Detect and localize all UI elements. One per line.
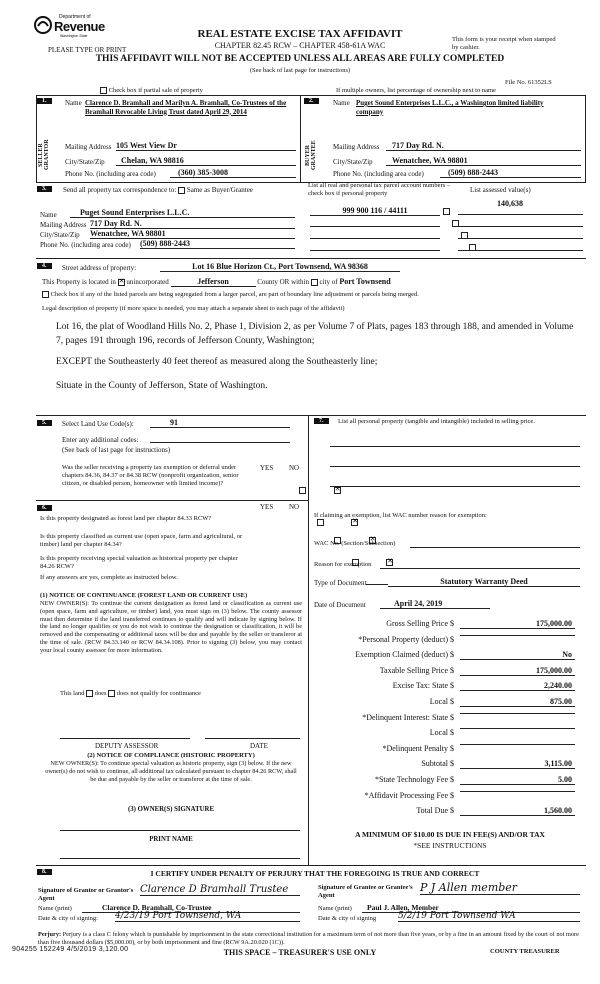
currency-symbol: $ (450, 712, 454, 722)
fee-row (320, 759, 575, 772)
land-use-code: 91 (150, 418, 290, 428)
legal-description-1: Lot 16, the plat of Woodland Hills No. 2, Phase 1, Division 2, as per Volume 7 of Plats, pages 183 through 188, and amended in Volume 7, pages 191 through 196, records of Jefferson County, Washington; (56, 322, 574, 346)
form-title: REAL ESTATE EXCISE TAX AFFIDAVIT (197, 28, 403, 40)
seller-city: Chelan, WA 98816 (116, 156, 296, 166)
buyer-side-label: BUYER GRANTEE (305, 140, 317, 170)
minimum-fee-note: A MINIMUM OF $10.00 IS DUE IN FEE(S) AND/OR TAX (355, 830, 545, 839)
unincorporated-label: unincorporated (126, 278, 169, 286)
fee-value (460, 713, 575, 714)
no-header-5: NO (289, 464, 300, 472)
fee-row (320, 744, 575, 757)
owner-signature-label: (3) OWNER(S) SIGNATURE (128, 806, 214, 813)
segregated-label: Check box if any of the listed parcels are being segregated from a larger parcel, are part of boundary line adjustment or parcels being merged. (50, 291, 419, 298)
forest-yes-checkbox[interactable] (317, 519, 324, 526)
fee-label: Subtotal (421, 759, 448, 769)
grantee-name-label: Name (print) (318, 905, 352, 912)
receipt-note: This form is your receipt when stamped by cashier. (452, 36, 556, 51)
fee-value: 5.00 (460, 775, 575, 785)
forest-question: Is this property designated as forest land per chapter 84.33 RCW? (40, 515, 212, 522)
section-1-badge: 1. (37, 98, 52, 104)
segregated-checkbox[interactable] (42, 291, 49, 298)
buyer-city: Wenatchee, WA 98801 (386, 156, 581, 166)
fee-row (320, 806, 575, 819)
fee-label: Total Due (416, 806, 448, 816)
fee-label: Local (429, 728, 448, 738)
fee-value (460, 744, 575, 745)
assessor-date-line (205, 738, 300, 739)
notice-1-title: (1) NOTICE OF CONTINUANCE (FOREST LAND OR CURRENT USE) (40, 592, 248, 599)
seller-name: Clarence D. Bramhall and Marilyn A. Bramhall, Co-Trustees of the Bramhall Revocable Living Trust dated April 29, 2014 (85, 99, 287, 116)
corr-city-label: City/State/Zip (40, 231, 80, 239)
city-of-label: city of (319, 278, 338, 286)
fee-value: No (460, 650, 575, 660)
corr-mailing-label: Mailing Address (40, 221, 87, 229)
reason-label: Reason for exemption (314, 561, 372, 568)
grantor-name-label: Name (print) (38, 905, 72, 912)
county-treasurer: COUNTY TREASURER (490, 948, 560, 955)
seller-phone: (360) 385-3008 (170, 168, 296, 178)
county-or: County OR (257, 278, 290, 286)
fee-value: 1,560.00 (460, 806, 575, 816)
fee-label: *Personal Property (deduct) (358, 634, 448, 644)
dor-logo-icon (34, 16, 52, 34)
grantor-date-city: 4/23/19 Port Townsend, WA (115, 911, 300, 922)
currency-symbol: $ (450, 681, 454, 691)
recording-stamp: 904255 152249 4/5/2019 3,120.00 (12, 946, 132, 953)
corr-name-label: Name (40, 211, 57, 219)
deputy-assessor-label: DEPUTY ASSESSOR (95, 742, 159, 750)
fee-row (320, 728, 575, 741)
assessed-line-2 (458, 226, 583, 227)
assessed-line-3 (458, 238, 583, 239)
seller-phone-label: Phone No. (including area code) (65, 170, 156, 178)
forest-no-checkbox[interactable] (351, 519, 358, 526)
fee-value (460, 635, 575, 636)
perjury-row (38, 931, 583, 947)
seller-city-label: City/State/Zip (65, 158, 105, 166)
notice-2-body: NEW OWNER(S): To continue special valuation as historic property, sign (3) below. If the new owner(s) do not wish to continue, all additional tax calculated pursuant to chapter 84.26 RCW, shall be due and payable by the seller or transferor at the time of sale. (45, 760, 297, 783)
currency-symbol: $ (450, 743, 454, 753)
yes-header-5: YES (260, 464, 274, 472)
dor-logo (34, 12, 104, 44)
corr-mailing: 717 Day Rd. N. (90, 219, 295, 229)
file-number: File No. 61352LS (505, 79, 552, 86)
grantor-name: Clarence D. Bramhall, Co-Trustee (82, 903, 300, 913)
section-7-badge: 7. (314, 418, 329, 424)
fee-row (320, 650, 575, 663)
owner-signature-line (60, 830, 300, 831)
yes-header-6: YES (260, 503, 274, 511)
same-as-buyer-label: Same as Buyer/Grantee (186, 186, 253, 194)
seller-mailing: 105 West View Dr (116, 141, 296, 151)
section-3-badge: 3. (37, 186, 52, 192)
fee-row (320, 619, 575, 632)
fee-value: 3,115.00 (460, 759, 575, 769)
exemption-question: Was the seller receiving a property tax exemption or deferral under chapters 84.36, 84.37 or 84.38 RCW (nonprofit organization, senior citizen, or disabled person, homeowner with limited income)? (62, 464, 239, 487)
yes-note: If any answers are yes, complete as instructed below. (40, 574, 178, 581)
fee-label: Excise Tax: State (392, 681, 448, 691)
parcel-line-2 (310, 226, 440, 227)
currency-symbol: $ (450, 619, 454, 628)
section-2-badge: 2. (304, 98, 319, 104)
same-as-buyer-checkbox[interactable] (178, 187, 185, 194)
personal-property-line-1 (330, 446, 580, 447)
doc-type-text-label: Type of Document (314, 579, 367, 587)
wac-label: WAC No. (Section/Subsection) (314, 540, 396, 547)
section-5-badge: 5. (37, 420, 52, 426)
grantor-signature: Clarence D Bramhall Trustee (140, 884, 300, 896)
parcel-line-4 (310, 250, 440, 251)
corr-phone: (509) 888-2443 (140, 239, 295, 249)
unincorporated-checkbox[interactable] (118, 279, 125, 286)
doc-date-label: Date of Document (314, 601, 366, 609)
assessed-line-4 (458, 250, 583, 251)
reason-line-1 (380, 568, 580, 569)
legal-label: Legal description of property (if more space is needed, you may attach a separate sheet to each page of the affidavit) (42, 305, 345, 312)
notice-1-body: NEW OWNER(S): To continue the current designation as forest land or classification as current use (open space, farm and agriculture, or timber) land, you must sign on (3) below. The county assessor must then determine if the land transferred continues to qualify and will indicate by signing below. If the land no longer qualifies or you do not wish to continue the designation or classification, it will be removed and the compensating or additional taxes will be due and payable by the seller or transferor at the time of sale. (RCW 84.33.140 or RCW 84.34.108). Prior to signing (3) below, you may contact your local county assessor for more information. (40, 600, 302, 654)
multiple-owners-note: If multiple owners, list percentage of ownership next to name (336, 87, 496, 94)
fee-value (460, 791, 575, 792)
personal-property-line-3 (330, 486, 580, 487)
additional-codes-label: Enter any additional codes: (62, 436, 139, 444)
form-warning: THIS AFFIDAVIT WILL NOT BE ACCEPTED UNLESS ALL AREAS ARE FULLY COMPLETED (95, 54, 505, 64)
historic-no-checkbox[interactable] (386, 559, 393, 566)
fee-value: 2,240.00 (460, 681, 575, 691)
does-label: does (94, 690, 107, 697)
deputy-assessor-line (60, 738, 190, 739)
additional-codes-line (150, 442, 290, 443)
doc-type: Statutory Warranty Deed (388, 577, 580, 587)
fee-label: Local (429, 697, 448, 706)
this-land-label: This land (60, 690, 85, 697)
located-label: This Property is located in (42, 278, 116, 286)
grantor-sig-label: Signature of Grantor or Grantor's Agent (38, 887, 134, 902)
currency-symbol: $ (450, 759, 454, 769)
fee-row (320, 775, 575, 788)
parcels-label: List all real and personal tax parcel account numbers – check box if personal property (308, 182, 451, 197)
segregated-row (42, 291, 419, 298)
fee-row (320, 681, 575, 694)
buyer-phone: (509) 888-2443 (440, 168, 581, 178)
perjury-text: Perjury is a class C felony which is punishable by imprisonment in the state correctional institution for a maximum term of not more than five years, or by a fine in an amount fixed by the court of not more than five thousand dollars ($5,000.00), or by both imprisonment and fine (RCW 9A.20.020 (1C)). (38, 931, 579, 946)
buyer-name: Puget Sound Enterprises L.L.C., a Washington limited liability company (356, 99, 544, 116)
perjury-label: Perjury: (38, 931, 62, 938)
does-not-checkbox[interactable] (108, 690, 115, 697)
currency-symbol: $ (450, 650, 454, 660)
treasurer-space: THIS SPACE – TREASURER'S USE ONLY (223, 948, 377, 957)
grantor-date-label: Date & city of signing: (38, 915, 98, 922)
parcel-checkbox-1[interactable] (443, 208, 450, 215)
assessed-label: List assessed value(s) (470, 186, 531, 194)
fee-value: 175,000.00 (460, 666, 575, 676)
fee-value: 175,000.00 (460, 619, 575, 629)
fee-label: *Delinquent Penalty (382, 743, 448, 753)
logo-state: Washington State (60, 34, 88, 38)
historic-question: Is this property receiving special valuation as historical property per chapter 84.26 RCW? (40, 555, 238, 570)
personal-property-line-2 (330, 466, 580, 467)
partial-sale-label: Check box if partial sale of property (108, 87, 203, 94)
assessed-value: 140,638 (497, 199, 523, 208)
currency-symbol: $ (450, 697, 454, 706)
location-row (42, 277, 391, 287)
fee-row (320, 697, 575, 710)
fee-label: *State Technology Fee (374, 775, 448, 784)
buyer-phone-label: Phone No. (including area code) (333, 170, 424, 178)
grantee-date-label: Date & city of signing (318, 915, 377, 922)
correspondence-row (63, 186, 253, 194)
corr-phone-label: Phone No. (including area code) (40, 241, 131, 249)
exemption-wac-label: If claiming an exemption, list WAC number reason for exemption: (314, 512, 487, 519)
wac-line (410, 547, 580, 548)
grantee-date-city: 5/2/19 Port Townsend WA (398, 911, 580, 922)
currency-symbol: $ (450, 728, 454, 738)
fee-row (320, 713, 575, 726)
logo-name: Revenue (54, 19, 105, 34)
legal-description-3: Situate in the County of Jefferson, State of Washington. (56, 381, 268, 391)
currency-symbol: $ (450, 806, 454, 816)
assessor-date-label: DATE (250, 742, 268, 750)
buyer-city-label: City/State/Zip (333, 158, 373, 166)
exemption-yes-checkbox[interactable] (299, 487, 306, 494)
qualify-row (60, 690, 201, 697)
fee-label: Gross Selling Price (386, 619, 448, 628)
legal-description-2: EXCEPT the Southeasterly 40 feet thereof as measured along the Southeasterly line; (56, 357, 378, 367)
seller-mailing-label: Mailing Address (65, 143, 112, 151)
corr-city: Wenatchee, WA 98801 (90, 229, 295, 239)
see-instructions-note: *SEE INSTRUCTIONS (413, 841, 487, 850)
section-8-badge: 8. (37, 869, 52, 875)
correspondence-label: Send all property tax correspondence to: (63, 186, 177, 194)
print-name-line (60, 858, 300, 859)
fee-label: Taxable Selling Price (379, 665, 448, 675)
land-use-label: Select Land Use Code(s): (62, 420, 134, 428)
certify-statement: I CERTIFY UNDER PENALTY OF PERJURY THAT THE FOREGOING IS TRUE AND CORRECT (150, 869, 480, 878)
seller-name-label: Name (65, 99, 82, 107)
street-label: Street address of property: (62, 264, 137, 272)
grantee-sig-label: Signature of Grantee or Grantee's Agent (318, 884, 413, 899)
fee-label: *Affidavit Processing Fee (364, 790, 448, 800)
buyer-name-label: Name (333, 99, 350, 107)
fee-row (320, 666, 575, 679)
street-address: Lot 16 Blue Horizon Ct., Port Townsend, WA 98368 (160, 262, 400, 272)
does-checkbox[interactable] (86, 690, 93, 697)
additional-codes-note: (See back of last page for instructions) (62, 446, 171, 454)
form-chapter: CHAPTER 82.45 RCW – CHAPTER 458-61A WAC (214, 41, 386, 50)
current-use-question: Is this property classified as current use (open space, farm and agricultural, or timber) land per chapter 84.34? (40, 533, 243, 548)
grantee-name: Paul J. Allen, Member (362, 903, 580, 913)
partial-sale-row (100, 87, 203, 94)
buyer-mailing-label: Mailing Address (333, 143, 380, 151)
section-4-badge: 4. (37, 263, 52, 269)
doc-date: April 24, 2019 (380, 599, 490, 609)
parcel-line-3 (310, 238, 440, 239)
county-name: Jefferson (171, 277, 256, 287)
currency-symbol: $ (450, 775, 454, 784)
fee-row (320, 635, 575, 648)
corr-name: Puget Sound Enterprises L.L.C. (70, 208, 295, 218)
fee-value: 875.00 (460, 697, 575, 707)
fee-value (460, 728, 575, 729)
fee-label: *Delinquent Interest: State (362, 712, 448, 722)
grantee-signature: P J Allen member (420, 881, 580, 895)
city-checkbox[interactable] (311, 279, 318, 286)
notice-2-title: (2) NOTICE OF COMPLIANCE (HISTORIC PROPERTY) (87, 752, 255, 759)
city-name: Port Townsend (339, 277, 391, 286)
no-header-6: NO (289, 503, 300, 511)
fee-label: Exemption Claimed (deduct) (355, 650, 448, 660)
personal-property-label: List all personal property (tangible and intangible) included in selling price. (338, 418, 535, 425)
currency-symbol: $ (450, 634, 454, 644)
see-instructions: (See back of last page for instructions) (249, 67, 351, 74)
print-hint: PLEASE TYPE OR PRINT (48, 46, 127, 54)
section-6-badge: 6. (37, 505, 52, 511)
seller-side-label: SELLER GRANTOR (38, 139, 50, 171)
parcel-number: 999 900 116 / 44111 (310, 206, 440, 216)
fee-row (320, 791, 575, 804)
doc-type-row (314, 579, 366, 587)
buyer-mailing: 717 Day Rd. N. (386, 141, 581, 151)
partial-sale-checkbox[interactable] (100, 87, 107, 94)
logo-dept: Department of (59, 14, 91, 20)
currency-symbol: $ (450, 790, 454, 800)
currency-symbol: $ (450, 665, 454, 675)
within-label: within (291, 278, 309, 286)
assessed-line-1 (458, 214, 583, 215)
print-name-label: PRINT NAME (149, 836, 193, 843)
does-not-label: does not qualify for continuance (116, 690, 201, 697)
exemption-no-checkbox[interactable] (334, 487, 341, 494)
